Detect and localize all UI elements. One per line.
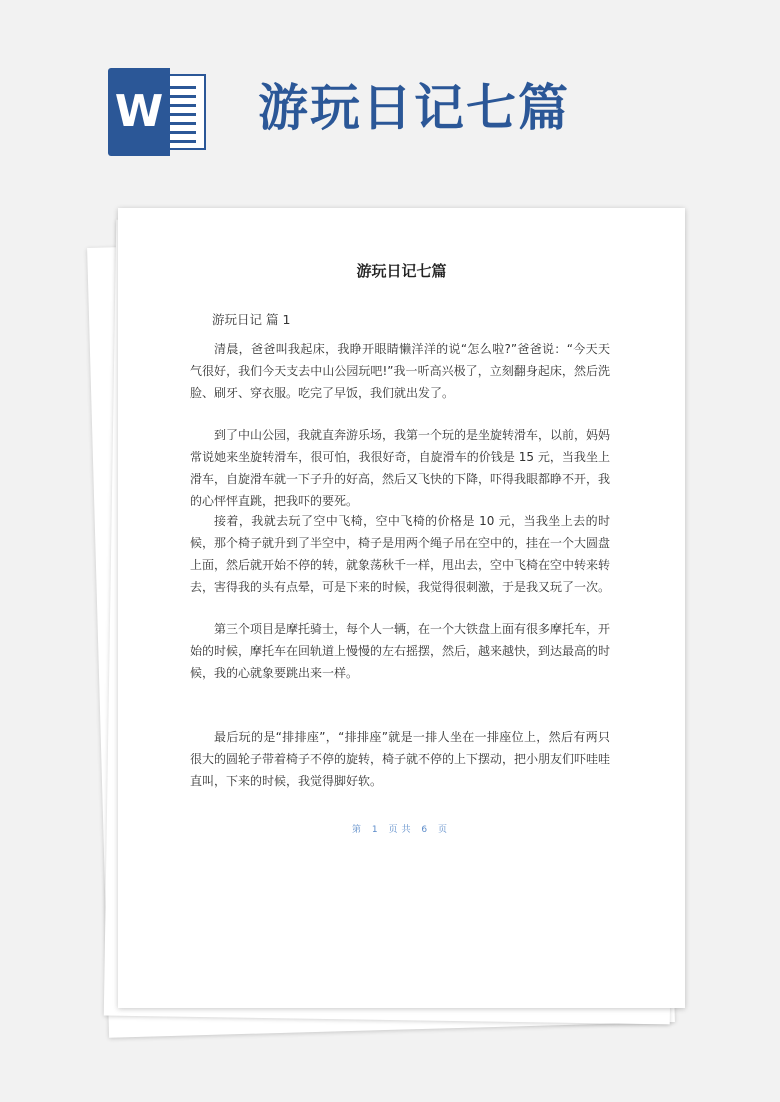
word-document-icon [108, 68, 208, 156]
paragraph-4: 第三个项目是摩托骑士，每个人一辆，在一个大铁盘上面有很多摩托车，开始的时候，摩托车在回轨道上慢慢的左右摇摆，然后，越来越快，到达最高的时候，我的心就象要跳出来一样。 [190, 622, 611, 680]
banner-title: 游玩日记七篇 [258, 78, 570, 137]
paragraph-1: 清晨，爸爸叫我起床，我睁开眼睛懒洋洋的说“怎么啦?”爸爸说：“今天天气很好，我们今天支去中山公园玩吧!”我一听高兴极了，立刻翻身起床，然后洗脸、刷牙、穿衣服。吃完了早饭，我们就出发了。 [190, 342, 610, 400]
document-subtitle: 游玩日记 篇 1 [212, 312, 291, 327]
document-title: 游玩日记七篇 [356, 262, 447, 280]
paragraph-3: 接着，我就去玩了空中飞椅，空中飞椅的价格是 10 元，当我坐上去的时候，那个椅子就升到了半空中，椅子是用两个绳子吊在空中的，挂在一个大圆盘上面，然后就开始不停的转，就象荡秋千一样，甩出去，空中飞椅在空中转来转去，害得我的头有点晕，可是下来的时候，我觉得很刺激，于是我又玩了一次。 [190, 514, 611, 594]
document-page [118, 208, 685, 1008]
paragraph-2: 到了中山公园，我就直奔游乐场，我第一个玩的是坐旋转滑车，以前，妈妈常说她来坐旋转滑车，很可怕，我很好奇，自旋滑车的价钱是 15 元，当我坐上滑车，自旋滑车就一下子升的好高，然后又飞快的下降，吓得我眼都睁不开，我的心怦怦直跳，把我吓的要死。 [190, 428, 611, 508]
page-number-footer: 第 1 页共 6 页 [352, 825, 451, 835]
banner-header [0, 0, 780, 200]
word-letter-badge: W [108, 68, 170, 156]
paragraph-5: 最后玩的是“排排座”，“排排座”就是一排人坐在一排座位上，然后有两只很大的圆轮子带着椅子不停的旋转，椅子就不停的上下摆动，把小朋友们吓哇哇直叫，下来的时候，我觉得脚好软。 [190, 730, 611, 788]
